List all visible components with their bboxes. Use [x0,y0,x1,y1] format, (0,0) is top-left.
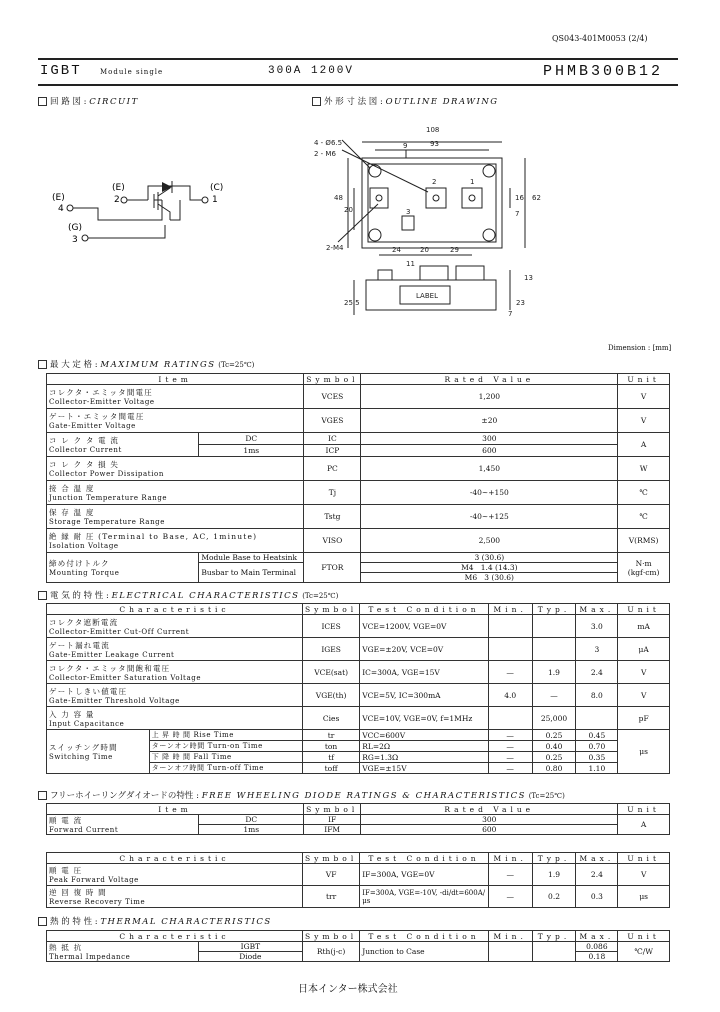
checkbox-icon [38,917,47,926]
table-row: 保 存 温 度 Storage Temperature Range Tstg -40~+125 ℃ [47,505,670,529]
table-row: スイッチング時間 Switching Time 上 昇 時 間 Rise Time tr VCC=600V — 0.25 0.45 μs [47,730,670,741]
max-ratings-table: Item Symbol Rated Value Unit コレクタ・エミッタ間電圧 Collector-Emitter Voltage VCES 1,200 V ゲート・エミッタ間電圧 Gate-Emitter Voltage VGES ±20 V コ レ ク タ 電 流 Collector Current DC IC 300 A 1ms ICP 600 コ レ ク タ 損 失 Collector Power Dissipation PC 1,450 W 接 合 温 度 Junction Temperature Range Tj -40~+150 ℃ 保 存 温 度 Storage Temperature Range Tstg -40~+125 ℃ 絶 縁 耐 圧 (Terminal to Base, AC, 1minute) Isolation Voltage VISO 2,500 V(RMS) 締め付けトルク Mounting Torque Module Base to Heatsink FTOR 3 (30.6) N·m (kgf·cm) Busbar to Main Terminal M4 1.4 (14.3) M6 3 (30.6) [46,373,670,583]
svg-text:13: 13 [524,274,533,282]
document-id: QS043-401M0053 (2/4) [552,34,648,43]
svg-text:LABEL: LABEL [416,292,438,300]
company-footer: 日本インター株式会社 [298,984,398,995]
table-row: 絶 縁 耐 圧 (Terminal to Base, AC, 1minute) Isolation Voltage VISO 2,500 V(RMS) [47,529,670,553]
device-subtype: Module single [100,68,164,76]
table-row: 接 合 温 度 Junction Temperature Range Tj -40~+150 ℃ [47,481,670,505]
fwd-characteristics-table: Characteristic Symbol Test Condition Min. Typ. Max. Unit 順 電 圧 Peak Forward Voltage VF IF=300A, VGE=0V — 1.9 2.4 V 逆 回 復 時 間 Reverse Recovery Time trr IF=300A, VGE=-10V, -di/dt=600A/μs — 0.2 0.3 μs [46,852,670,908]
outline-drawing [310,120,550,335]
table-row: ターンオフ時間 Turn-off Time toff VGE=±15V — 0.80 1.10 [47,763,670,774]
svg-text:48: 48 [334,194,343,202]
svg-text:24: 24 [392,246,401,254]
svg-text:1: 1 [212,195,218,205]
thermal-heading: 熱 的 特 性 : THERMAL CHARACTERISTICS [38,915,272,927]
svg-text:2: 2 [432,178,437,186]
svg-text:29: 29 [450,246,459,254]
table-row: ターンオン時間 Turn-on Time ton RL=2Ω — 0.40 0.70 [47,741,670,752]
pin-e4-label: (E) [52,193,65,203]
svg-text:93: 93 [430,140,439,148]
pin-e2-label: (E) [112,183,125,193]
table-row: コレクタ遮断電流 Collector-Emitter Cut-Off Current ICES VCE=1200V, VGE=0V 3.0 mA [47,615,670,638]
checkbox-icon [38,360,47,369]
table-row: 逆 回 復 時 間 Reverse Recovery Time trr IF=300A, VGE=-10V, -di/dt=600A/μs — 0.2 0.3 μs [47,886,670,908]
device-rating: 300A 1200V [268,65,355,77]
unit-note: Dimension : [mm] [608,344,672,352]
svg-text:20: 20 [344,206,353,214]
svg-text:3: 3 [406,208,411,216]
svg-text:11: 11 [406,260,415,268]
svg-text:2-M4: 2-M4 [326,244,344,252]
svg-text:62: 62 [532,194,541,202]
svg-text:3: 3 [72,235,78,245]
svg-text:9: 9 [403,142,408,150]
table-row: 下 降 時 間 Fall Time tf RG=1.3Ω — 0.25 0.35 [47,752,670,763]
table-row: 順 電 流 Forward Current DC IF 300 A [47,815,670,825]
svg-text:1: 1 [470,178,475,186]
svg-text:16: 16 [515,194,524,202]
thermal-table: Characteristic Symbol Test Condition Min. Typ. Max. Unit 熱 抵 抗 Thermal Impedance IGBT Rth(j-c) Junction to Case 0.086 ℃/W Diode 0.18 [46,930,670,962]
table-row: 入 力 容 量 Input Capacitance Cies VCE=10V, VGE=0V, f=1MHz 25,000 pF [47,707,670,730]
svg-text:20: 20 [420,246,429,254]
fwd-rating-table: Item Symbol Rated Value Unit 順 電 流 Forward Current DC IF 300 A 1ms IFM 600 [46,803,670,835]
circuit-heading: 回 路 図 : CIRCUIT [38,95,139,107]
table-row: コ レ ク タ 損 失 Collector Power Dissipation PC 1,450 W [47,457,670,481]
pin-c1-label: (C) [210,183,224,193]
table-row: ゲート・エミッタ間電圧 Gate-Emitter Voltage VGES ±20 V [47,409,670,433]
table-row: コ レ ク タ 電 流 Collector Current DC IC 300 A [47,433,670,445]
table-row: Diode 0.18 [47,952,670,962]
table-row: コレクタ・エミッタ間飽和電圧 Collector-Emitter Saturation Voltage VCE(sat) IC=300A, VGE=15V — 1.9 2.4 V [47,661,670,684]
checkbox-icon [38,591,47,600]
svg-text:2 - M6: 2 - M6 [314,150,336,158]
table-row: 熱 抵 抗 Thermal Impedance IGBT Rth(j-c) Junction to Case 0.086 ℃/W [47,942,670,952]
part-number: PHMB300B12 [543,63,664,80]
svg-text:23: 23 [516,299,525,307]
svg-text:7: 7 [515,210,520,218]
max-ratings-heading: 最 大 定 格 : MAXIMUM RATINGS (Tc=25℃) [38,358,254,370]
svg-text:2: 2 [114,195,120,205]
checkbox-icon [38,97,47,106]
checkbox-icon [38,791,47,800]
table-row: ゲート漏れ電流 Gate-Emitter Leakage Current IGES VGE=±20V, VCE=0V 3 μA [47,638,670,661]
table-row: コレクタ・エミッタ間電圧 Collector-Emitter Voltage VCES 1,200 V [47,385,670,409]
checkbox-icon [312,97,321,106]
circuit-diagram [50,170,240,250]
table-row: 締め付けトルク Mounting Torque Module Base to Heatsink FTOR 3 (30.6) N·m (kgf·cm) [47,553,670,563]
svg-text:4: 4 [58,204,64,214]
fwd-heading: フリーホイーリングダイオードの特性 : FREE WHEELING DIODE RATINGS & CHARACTERISTICS (Tc=25℃) [38,789,565,801]
pin-g3-label: (G) [68,223,82,233]
svg-text:4 - Ø6.5: 4 - Ø6.5 [314,139,343,147]
table-row: ゲートしきい値電圧 Gate-Emitter Threshold Voltage VGE(th) VCE=5V, IC=300mA 4.0 — 8.0 V [47,684,670,707]
title-bar [38,58,678,86]
svg-text:25.5: 25.5 [344,299,360,307]
table-row: M6 3 (30.6) [47,573,670,583]
device-type: IGBT [40,63,82,79]
electrical-table: Characteristic Symbol Test Condition Min. Typ. Max. Unit コレクタ遮断電流 Collector-Emitter Cut-Off Current ICES VCE=1200V, VGE=0V 3.0 mA ゲート漏れ電流 Gate-Emitter Leakage Current IGES VGE=±20V, VCE=0V 3 μA コレクタ・エミッタ間飽和電圧 Collector-Emitter Saturation Voltage VCE(sat) IC=300A, VGE=15V — 1.9 2.4 V ゲートしきい値電圧 Gate-Emitter Threshold Voltage VGE(th) VCE=5V, IC=300mA 4.0 — 8.0 V 入 力 容 量 Input Capacitance Cies VCE=10V, VGE=0V, f=1MHz 25,000 pF スイッチング時間 Switching Time 上 昇 時 間 Rise Time tr VCC=600V — 0.25 0.45 μs ターンオン時間 Turn-on Time ton RL=2Ω — 0.40 0.70 下 降 時 間 Fall Time tf RG=1.3Ω — 0.25 0.35 ターンオフ時間 Turn-off Time toff VGE=±15V — 0.80 1.10 [46,603,670,774]
svg-text:7: 7 [508,310,513,318]
table-row: 1ms IFM 600 [47,825,670,835]
svg-text:108: 108 [426,126,440,134]
electrical-heading: 電 気 的 特 性 : ELECTRICAL CHARACTERISTICS (Tc=25℃) [38,589,338,601]
outline-heading: 外 形 寸 法 図 : OUTLINE DRAWING [312,95,499,107]
table-row: 順 電 圧 Peak Forward Voltage VF IF=300A, VGE=0V — 1.9 2.4 V [47,864,670,886]
table-row: 1ms ICP 600 [47,445,670,457]
table-row: Busbar to Main Terminal M4 1.4 (14.3) [47,563,670,573]
